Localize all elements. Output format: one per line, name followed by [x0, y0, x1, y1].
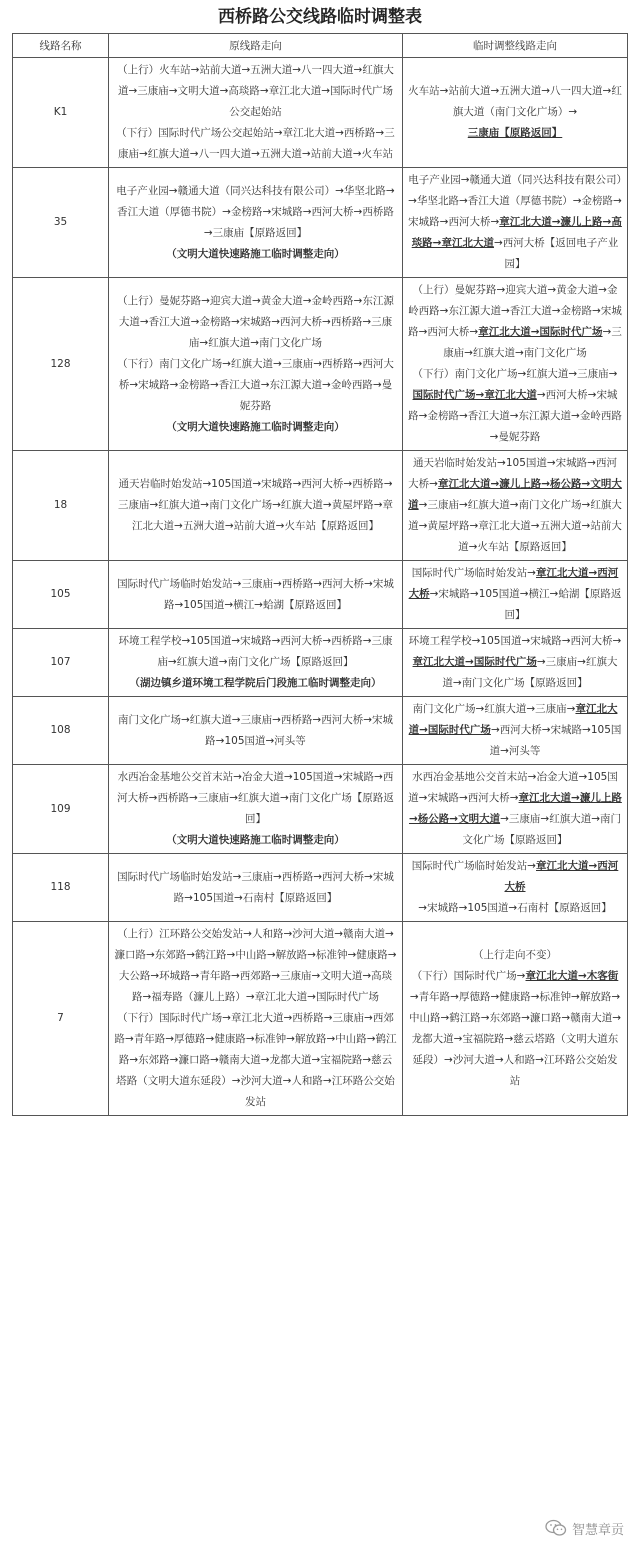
route-segment: 南门文化广场→红旗大道→三康庙→: [412, 703, 576, 715]
route-paragraph: [408, 631, 622, 694]
table-row: [13, 278, 628, 451]
route-segment: →三康庙→红旗大道→南门文化广场【原路返回】: [442, 656, 618, 689]
route-text: 电子产业园→赣通大道（同兴达科技有限公司）→华坚北路→香江大道（厚德书院）→金榜路→宋城路→西河大桥→西桥路→三康庙【原路返回】: [116, 184, 395, 239]
route-segment: （下行）南门文化广场→红旗大道→三康庙→: [412, 368, 618, 380]
adjusted-route-cell: [403, 922, 628, 1116]
route-text: （上行）火车站→站前大道→五洲大道→八一四大道→红旗大道→三康庙→文明大道→高琰路→章江北大道→国际时代广场公交起始站: [117, 64, 394, 118]
original-route-cell: [109, 168, 403, 278]
route-paragraph: [408, 280, 622, 364]
route-segment: 电子产业园→赣通大道（同兴达科技有限公司）→华坚北路→香江大道（厚德书院）→金榜路→宋城路→西河大桥→: [408, 174, 622, 228]
adjusted-route-cell: [403, 629, 628, 697]
table-row: [13, 697, 628, 765]
line-name-cell: K1: [13, 58, 109, 168]
adjusted-route-cell: [403, 854, 628, 922]
route-segment: →西河大桥→宋城路→金榜路→香江大道→东江源大道→金岭西路→曼妮芬路: [408, 389, 622, 443]
route-segment: →三康庙→红旗大道→南门文化广场: [443, 326, 622, 359]
route-text: 南门文化广场→红旗大道→三康庙→西桥路→西河大桥→宋城路→105国道→河头等: [118, 713, 393, 747]
route-paragraph: [408, 966, 622, 1092]
adjusted-route-cell: [403, 765, 628, 854]
route-segment: 国际时代广场临时始发站→: [411, 860, 536, 872]
route-segment: 水西冶金基地公交首末站→冶金大道→105国道→宋城路→西河大桥→: [408, 771, 618, 804]
route-text: （下行）国际时代广场→章江北大道→西桥路→三康庙→西郊路→青年路→厚德路→健康路→标准钟→解放路→中山路→鹤江路→东郊路→濂口路→赣南大道→龙都大道→宝福院路→慈云塔路（文明大道东延段）→沙河大道→人和路→江环路公交始发站: [114, 1012, 397, 1108]
original-route-cell: [109, 278, 403, 451]
original-route-cell: [109, 765, 403, 854]
route-segment: （上行走向不变）: [473, 949, 557, 961]
route-paragraph: [408, 856, 622, 919]
route-paragraph: [408, 563, 622, 626]
original-route-cell: [109, 922, 403, 1116]
route-segment: →西河大桥→宋城路→105国道→河头等: [489, 724, 622, 757]
route-segment: 火车站→站前大道→五洲大道→八一四大道→红旗大道（南门文化广场）→: [408, 85, 622, 118]
line-name-cell: 107: [13, 629, 109, 697]
table-row: [13, 58, 628, 168]
route-text: 国际时代广场临时始发站→三康庙→西桥路→西河大桥→宋城路→105国道→石南村【原路返回】: [117, 870, 394, 904]
route-segment: 环境工程学校→105国道→宋城路→西河大桥→: [408, 635, 622, 647]
adjusted-segment: 章江北大道→濂儿上路→杨公路→文明大道: [408, 792, 622, 825]
adjusted-route-cell: [403, 58, 628, 168]
adjusted-segment: 章江北大道→濂儿上路→高琰路→章江北大道: [411, 216, 622, 249]
route-paragraph: [408, 767, 622, 851]
line-name-cell: 35: [13, 168, 109, 278]
route-segment: 通天岩临时始发站→105国道→宋城路→西河大桥→: [408, 457, 617, 490]
route-text: （下行）国际时代广场公交起始站→章江北大道→西桥路→三康庙→红旗大道→八一四大道→五洲大道→站前大道→火车站: [116, 127, 395, 160]
route-segment: →西河大桥【返回电子产业园】: [494, 237, 619, 270]
adjusted-segment: 章江北大道→西河大桥: [408, 567, 619, 600]
table-header-row: [13, 34, 628, 58]
adjusted-route-cell: [403, 561, 628, 629]
adjusted-route-cell: [403, 168, 628, 278]
header-adjusted-route: 临时调整线路走向: [403, 34, 628, 58]
page-title: 西桥路公交线路临时调整表: [218, 7, 422, 27]
original-route-cell: [109, 58, 403, 168]
table-row: [13, 854, 628, 922]
route-note: （文明大道快速路施工临时调整走向）: [166, 420, 345, 433]
route-segment: 国际时代广场临时始发站→: [411, 567, 536, 579]
adjusted-route-cell: [403, 697, 628, 765]
table-row: [13, 561, 628, 629]
route-table-body: [13, 58, 628, 1116]
table-row: [13, 765, 628, 854]
adjusted-segment: 章江北大道→木客街: [525, 970, 619, 982]
line-name-cell: 7: [13, 922, 109, 1116]
route-paragraph: [408, 170, 622, 275]
adjusted-segment: 章江北大道→国际时代广场: [478, 326, 603, 338]
route-paragraph: [408, 945, 622, 966]
route-paragraph: [408, 453, 622, 558]
adjusted-segment: 章江北大道→濂儿上路→杨公路→文明大道: [408, 478, 622, 511]
adjusted-route-cell: [403, 451, 628, 561]
watermark: [545, 1517, 624, 1539]
line-name-cell: 118: [13, 854, 109, 922]
adjusted-segment: 章江北大道→国际时代广场: [412, 656, 537, 668]
original-route-cell: [109, 561, 403, 629]
header-original-route: 原线路走向: [109, 34, 403, 58]
route-paragraph: [408, 364, 622, 448]
table-row: [13, 629, 628, 697]
route-segment: →三康庙→红旗大道→南门文化广场【原路返回】: [462, 813, 621, 846]
route-text: （下行）南门文化广场→红旗大道→三康庙→西桥路→西河大桥→宋城路→金榜路→香江大道→东江源大道→金岭西路→曼妮芬路: [117, 357, 394, 412]
line-name-cell: 105: [13, 561, 109, 629]
route-segment: →宋城路→105国道→横江→蛤湖【原路返回】: [429, 588, 622, 621]
route-text: 环境工程学校→105国道→宋城路→西河大桥→西桥路→三康庙→红旗大道→南门文化广场【原路返回】: [118, 635, 393, 668]
original-route-cell: [109, 854, 403, 922]
route-text: 水西冶金基地公交首末站→冶金大道→105国道→宋城路→西河大桥→西桥路→三康庙→红旗大道→南门文化广场【原路返回】: [117, 771, 394, 825]
route-text: （上行）曼妮芬路→迎宾大道→黄金大道→金岭西路→东江源大道→香江大道→金榜路→宋城路→西河大桥→西桥路→三康庙→红旗大道→南门文化广场: [117, 294, 394, 349]
table-row: [13, 451, 628, 561]
adjusted-route-cell: [403, 278, 628, 451]
route-note: （文明大道快速路施工临时调整走向）: [166, 834, 345, 846]
table-row: [13, 168, 628, 278]
route-paragraph: [408, 699, 622, 762]
watermark-text: 智慧章贡: [571, 1522, 624, 1538]
route-segment: →三康庙→红旗大道→南门文化广场→红旗大道→黄屋坪路→章江北大道→五洲大道→站前大道→火车站【原路返回】: [408, 499, 622, 553]
wechat-icon: [545, 1519, 567, 1537]
route-note: （文明大道快速路施工临时调整走向）: [166, 247, 345, 260]
adjusted-segment: 国际时代广场→章江北大道: [412, 389, 537, 401]
route-segment: →青年路→厚德路→健康路→标准钟→解放路→中山路→鹤江路→东郊路→濂口路→赣南大道→龙都大道→宝福院路→慈云塔路（文明大道东延段）→沙河大道→人和路→江环路公交始发站: [409, 991, 621, 1087]
line-name-cell: 109: [13, 765, 109, 854]
route-segment: →宋城路→105国道→石南村【原路返回】: [418, 902, 612, 914]
adjusted-segment: 章江北大道→西河大桥: [504, 860, 619, 893]
original-route-cell: [109, 697, 403, 765]
route-segment: （上行）曼妮芬路→迎宾大道→黄金大道→金岭西路→东江源大道→香江大道→金榜路→宋城路→西河大桥→: [408, 284, 622, 338]
route-paragraph: [408, 81, 622, 144]
route-table: [12, 33, 628, 1116]
original-route-cell: [109, 629, 403, 697]
line-name-cell: 18: [13, 451, 109, 561]
line-name-cell: 128: [13, 278, 109, 451]
table-row: [13, 922, 628, 1116]
line-name-cell: 108: [13, 697, 109, 765]
route-note: （湖边镇乡道环境工程学院后门段施工临时调整走向）: [129, 677, 382, 689]
route-text: 国际时代广场临时始发站→三康庙→西桥路→西河大桥→宋城路→105国道→横江→蛤湖【原路返回】: [117, 577, 394, 611]
original-route-cell: [109, 451, 403, 561]
route-text: （上行）江环路公交始发站→人和路→沙河大道→赣南大道→濂口路→东郊路→鹤江路→中山路→解放路→标准钟→健康路→大公路→环城路→青年路→西郊路→三康庙→文明大道→高琰路→福寿路（濂儿上路）→章江北大道→国际时代广场: [114, 928, 397, 1003]
adjusted-segment: 三康庙【原路返回】: [467, 127, 563, 139]
route-segment: （下行）国际时代广场→: [411, 970, 526, 982]
adjusted-segment: 章江北大道→国际时代广场: [408, 703, 618, 736]
route-text: 通天岩临时始发站→105国道→宋城路→西河大桥→西桥路→三康庙→红旗大道→南门文化广场→红旗大道→黄屋坪路→章江北大道→五洲大道→站前大道→火车站【原路返回】: [118, 478, 393, 532]
header-line-name: 线路名称: [13, 34, 109, 58]
